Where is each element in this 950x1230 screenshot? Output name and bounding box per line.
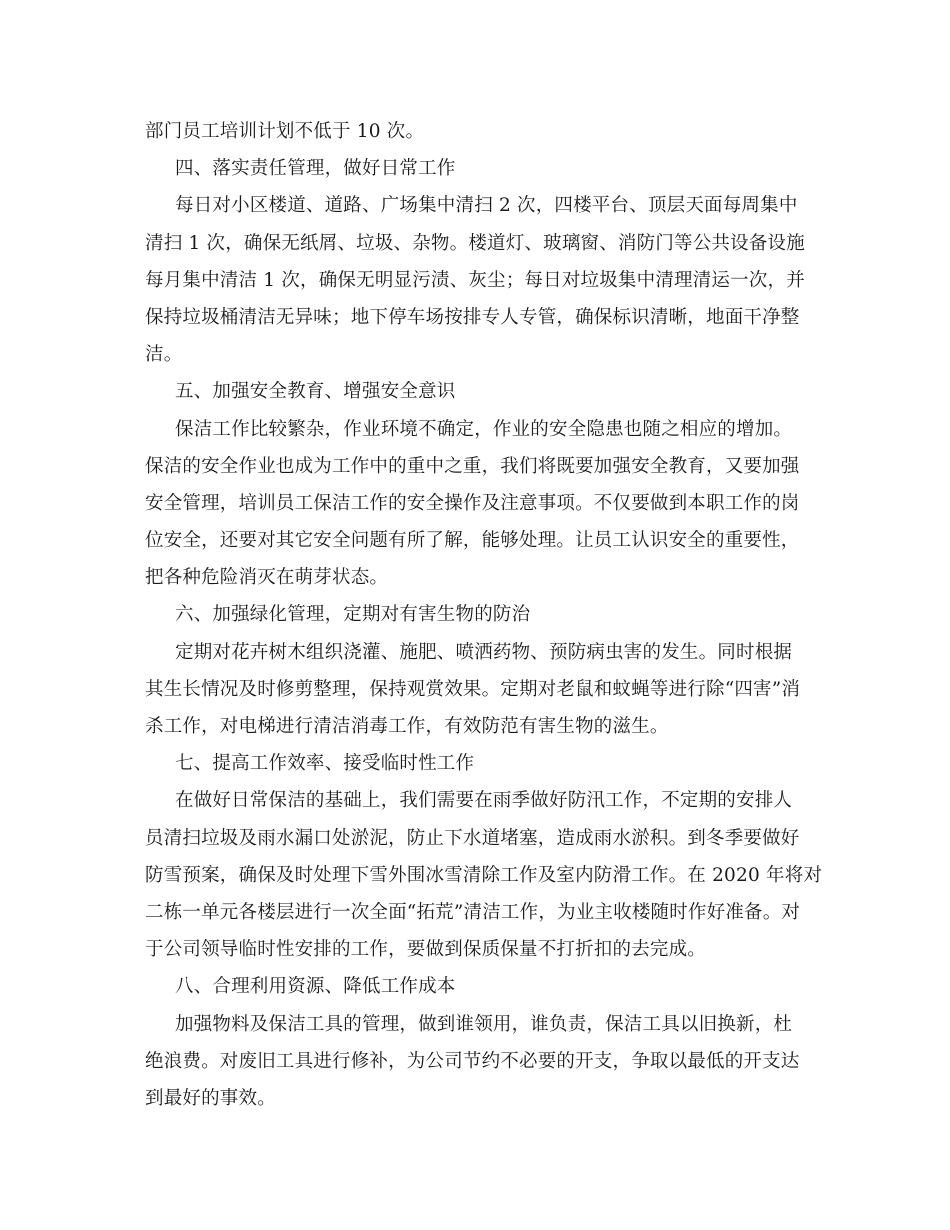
text-line: 员清扫垃圾及雨水漏口处淤泥，防止下水道堵塞，造成雨水淤积。到冬季要做好 <box>145 827 800 849</box>
text-line: 清扫 1 次，确保无纸屑、垃圾、杂物。楼道灯、玻璃窗、消防门等公共设备设施 <box>145 232 805 254</box>
text-line: 位安全，还要对其它安全问题有所了解，能够处理。让员工认识安全的重要性， <box>145 530 800 552</box>
text-line: 到最好的事效。 <box>145 1087 276 1109</box>
text-line: 加强物料及保洁工具的管理，做到谁领用，谁负责，保洁工具以旧换新，杜 <box>175 1013 793 1035</box>
text-line: 保洁工作比较繁杂，作业环境不确定，作业的安全隐患也随之相应的增加。 <box>175 418 793 440</box>
text-line: 把各种危险消灭在萌芽状态。 <box>145 567 389 589</box>
text-line: 六、加强绿化管理，定期对有害生物的防治 <box>175 604 531 626</box>
text-line: 绝浪费。对废旧工具进行修补，为公司节约不必要的开支，争取以最低的开支达 <box>145 1050 800 1072</box>
text-line: 保洁的安全作业也成为工作中的重中之重，我们将既要加强安全教育，又要加强 <box>145 455 800 477</box>
text-line: 每日对小区楼道、道路、广场集中清扫 2 次，四楼平台、顶层天面每周集中 <box>175 195 798 217</box>
text-line: 定期对花卉树木组织浇灌、施肥、喷洒药物、预防病虫害的发生。同时根据 <box>175 641 793 663</box>
text-line: 八、合理利用资源、降低工作成本 <box>175 976 456 998</box>
text-line: 于公司领导临时性安排的工作，要做到保质保量不打折扣的去完成。 <box>145 939 707 961</box>
text-line: 安全管理，培训员工保洁工作的安全操作及注意事项。不仅要做到本职工作的岗 <box>145 492 800 514</box>
text-line: 部门员工培训计划不低于 10 次。 <box>145 121 425 142</box>
text-line: 其生长情况及时修剪整理，保持观赏效果。定期对老鼠和蚊蝇等进行除“四害”消 <box>145 678 801 700</box>
text-line: 杀工作，对电梯进行清洁消毒工作，有效防范有害生物的滋生。 <box>145 716 669 737</box>
text-line: 在做好日常保洁的基础上，我们需要在雨季做好防汛工作，不定期的安排人 <box>175 790 793 812</box>
text-line: 七、提高工作效率、接受临时性工作 <box>175 753 475 775</box>
text-line: 五、加强安全教育、增强安全意识 <box>175 381 456 403</box>
text-line: 保持垃圾桶清洁无异味；地下停车场按排专人专管，确保标识清晰，地面干净整 <box>145 306 800 328</box>
text-line: 洁。 <box>145 344 183 366</box>
text-line: 防雪预案，确保及时处理下雪外围冰雪清除工作及室内防滑工作。在 2020 年将对 <box>145 864 823 886</box>
text-line: 每月集中清洁 1 次，确保无明显污渍、灰尘；每日对垃圾集中清理清运一次，并 <box>145 269 805 291</box>
text-line: 四、落实责任管理，做好日常工作 <box>175 158 456 180</box>
document-page <box>145 113 823 1117</box>
text-line: 二栋一单元各楼层进行一次全面“拓荒”清洁工作，为业主收楼随时作好准备。对 <box>145 901 801 923</box>
